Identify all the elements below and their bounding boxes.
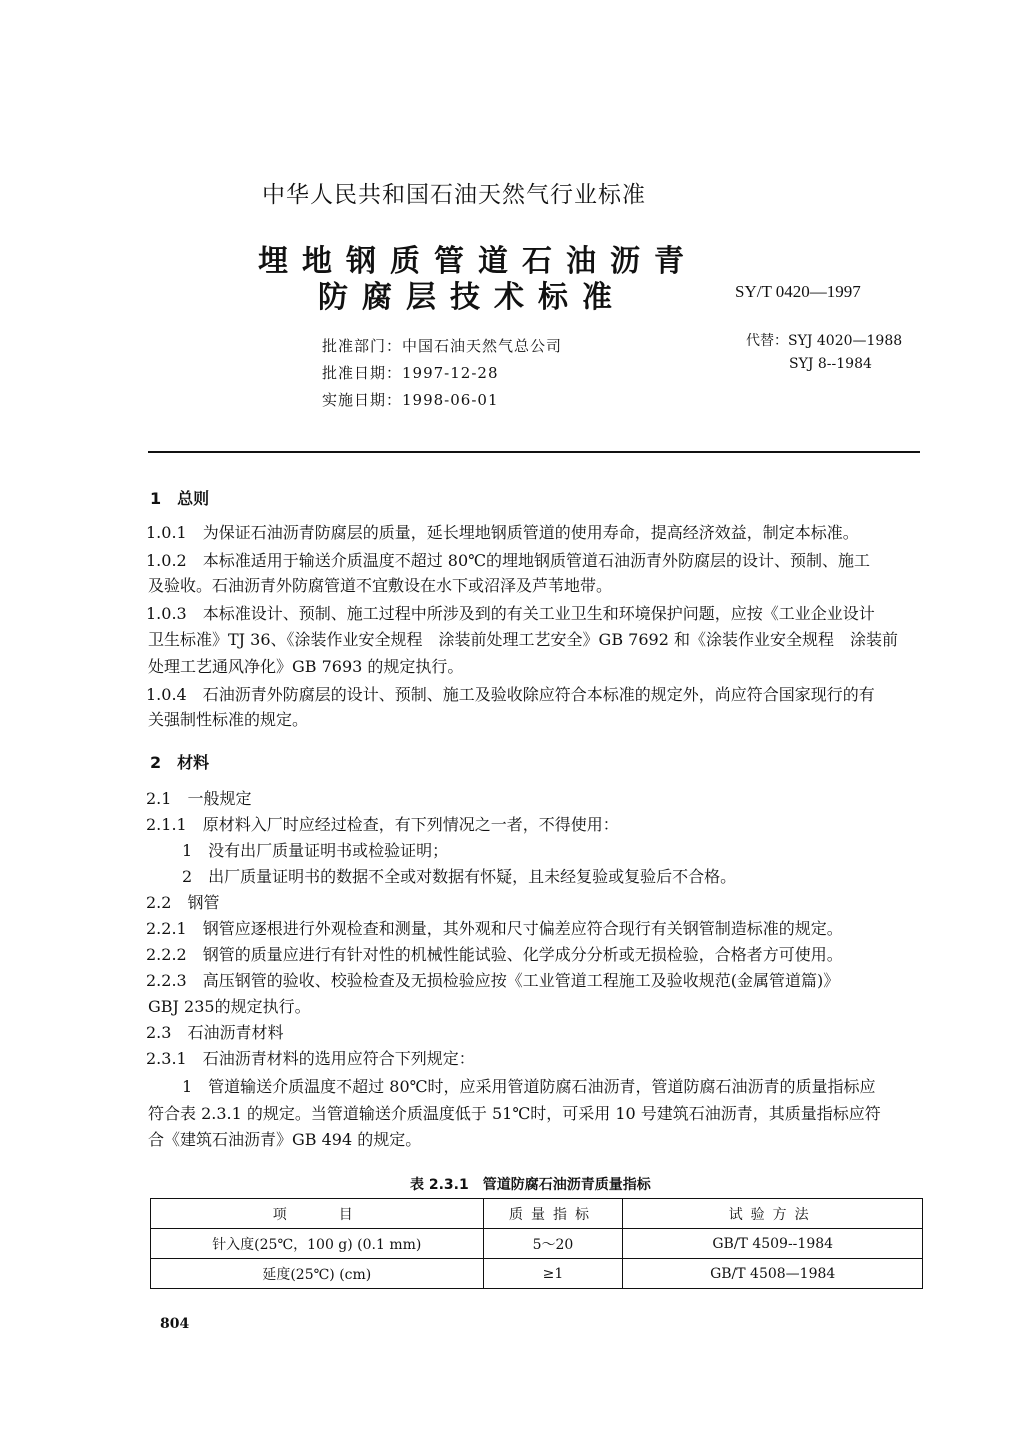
section-heading-general: 1 总则	[150, 489, 210, 508]
clause-1-0-3-line3: 处理工艺通风净化》GB 7693 的规定执行。	[148, 657, 464, 676]
table-cell: GB/T 4509--1984	[623, 1229, 923, 1259]
quality-index-table	[150, 1198, 923, 1289]
clause-2-1: 2.1 一般规定	[146, 789, 252, 808]
clause-2-1-1-item-2: 2 出厂质量证明书的数据不全或对数据有怀疑，且未经复验或复验后不合格。	[182, 867, 737, 886]
standard-category-heading: 中华人民共和国石油天然气行业标准	[262, 182, 646, 208]
table-row	[151, 1259, 923, 1289]
standard-code: SY/T 0420—1997	[735, 282, 861, 301]
table-cell: ≥1	[483, 1259, 623, 1289]
header-divider	[148, 451, 920, 453]
replaces-standard-1: 代替：SYJ 4020—1988	[746, 333, 903, 349]
clause-2-1-1: 2.1.1 原材料入厂时应经过检查，有下列情况之一者，不得使用：	[146, 815, 619, 834]
clause-2-3: 2.3 石油沥青材料	[146, 1023, 284, 1042]
table-cell: 5～20	[483, 1229, 623, 1259]
table-row	[151, 1229, 923, 1259]
clause-2-2: 2.2 钢管	[146, 893, 220, 912]
clause-2-3-1-item-1-line1: 1 管道输送介质温度不超过 80℃时，应采用管道防腐石油沥青，管道防腐石油沥青的质量指标应	[182, 1077, 876, 1096]
clause-1-0-2-line2: 及验收。石油沥青外防腐管道不宜敷设在水下或沼泽及芦苇地带。	[148, 576, 613, 595]
table-header-row	[151, 1199, 923, 1229]
replaces-standard-2: SYJ 8--1984	[789, 356, 872, 372]
clause-1-0-2-line1: 1.0.2 本标准适用于输送介质温度不超过 80℃的埋地钢质管道石油沥青外防腐层的设计、预制、施工	[146, 551, 871, 570]
implementation-date: 实施日期：1998-06-01	[322, 391, 499, 409]
column-header-quality-index: 质量指标	[483, 1199, 623, 1229]
clause-2-3-1: 2.3.1 石油沥青材料的选用应符合下列规定：	[146, 1049, 475, 1068]
document-title-line-1: 埋地钢质管道石油沥青	[258, 244, 698, 279]
clause-2-2-3-line2: GBJ 235的规定执行。	[148, 997, 311, 1016]
table-cell: GB/T 4508—1984	[623, 1259, 923, 1289]
table-cell: 延度(25℃) (cm)	[151, 1259, 484, 1289]
page-number: 804	[160, 1316, 190, 1332]
clause-2-2-1: 2.2.1 钢管应逐根进行外观检查和测量，其外观和尺寸偏差应符合现行有关钢管制造标准的规定。	[146, 919, 843, 938]
section-heading-materials: 2 材料	[150, 753, 210, 772]
clause-1-0-3-line1: 1.0.3 本标准设计、预制、施工过程中所涉及到的有关工业卫生和环境保护问题，应按《工业企业设计	[146, 604, 875, 623]
clause-1-0-3-line2: 卫生标准》TJ 36、《涂装作业安全规程 涂装前处理工艺安全》GB 7692 和《涂装作业安全规程 涂装前	[148, 630, 898, 649]
clause-2-3-1-item-1-line2: 符合表 2.3.1 的规定。当管道输送介质温度低于 51℃时，可采用 10 号建筑石油沥青，其质量指标应符	[148, 1104, 881, 1123]
clause-2-2-2: 2.2.2 钢管的质量应进行有针对性的机械性能试验、化学成分分析或无损检验，合格者方可使用。	[146, 945, 843, 964]
table-cell: 针入度(25℃，100 g) (0.1 mm)	[151, 1229, 484, 1259]
approval-date: 批准日期：1997-12-28	[322, 364, 499, 382]
clause-2-2-3-line1: 2.2.3 高压钢管的验收、校验检查及无损检验应按《工业管道工程施工及验收规范(金属管道篇)》	[146, 971, 840, 990]
clause-2-1-1-item-1: 1 没有出厂质量证明书或检验证明；	[182, 841, 449, 860]
column-header-item: 项 目	[151, 1199, 484, 1229]
document-title-line-2: 防腐层技术标准	[318, 280, 626, 315]
clause-1-0-4-line1: 1.0.4 石油沥青外防腐层的设计、预制、施工及验收除应符合本标准的规定外，尚应符合国家现行的有	[146, 685, 875, 704]
clause-1-0-4-line2: 关强制性标准的规定。	[148, 710, 309, 729]
approval-department: 批准部门：中国石油天然气总公司	[322, 337, 563, 355]
clause-1-0-1: 1.0.1 为保证石油沥青防腐层的质量，延长埋地钢质管道的使用寿命，提高经济效益，制定本标准。	[146, 523, 859, 542]
clause-2-3-1-item-1-line3: 合《建筑石油沥青》GB 494 的规定。	[148, 1130, 422, 1149]
table-caption: 表 2.3.1 管道防腐石油沥青质量指标	[410, 1177, 651, 1193]
column-header-test-method: 试验方法	[623, 1199, 923, 1229]
